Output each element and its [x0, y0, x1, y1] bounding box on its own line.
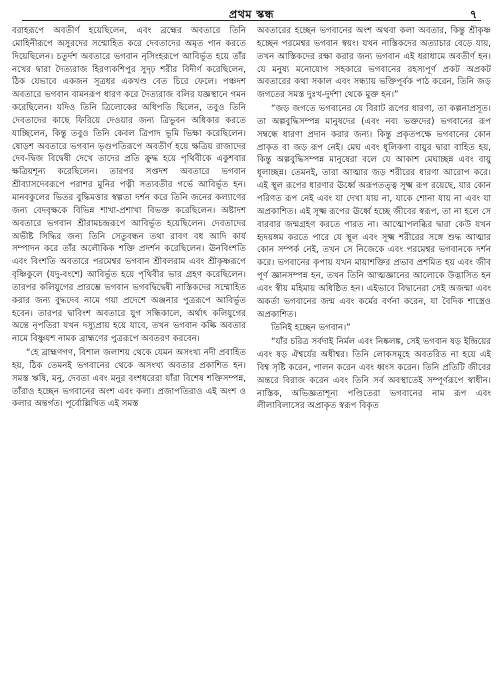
paragraph: “যাঁর চরিত্র সর্বদাই নির্মল এবং নিষ্কলঙ্ক, সেই ভগবান ষড় ইন্দ্রিয়ের এবং ষড় ঐশ্বর্যের অধীশ্বর। তিনি লোকসমূহে অবতরিত না হয়ে এই বিশ্ব সৃষ্টি করেন, পালন করেন এবং ধ্বংস করেন। তিনি প্রতিটি জীবের অন্তরে বিরাজ করেন এবং তিনি সর্ব অবস্থাতেই সম্পূর্ণরূপে স্বাধীন। নাস্তিক, অভিজ্ঞতাশূন্য পণ্ডিতেরা ভগবানের নাম রূপ এবং লীলাবিলাসের অপ্রাকৃত স্বরূপ বিকৃত: [257, 337, 491, 412]
paragraph: তিনিই হচ্ছেন ভগবান।”: [271, 323, 351, 334]
page-header: [12, 4, 491, 20]
right-column: [257, 25, 491, 665]
paragraph: অবতারের হচ্ছেন ভগবানের অংশ অথবা কলা অবতার, কিন্তু শ্রীকৃষ্ণ হচ্ছেন পরমেশ্বর ভগবান স্বয়ং। যখন নাস্তিকদের অত্যাচার বেড়ে যায়, তখন আস্তিকদের রক্ষা করার জন্য ভগবান এই ধরাধামে অবতীর্ণ হন। যে মনুষ্য মনোযোগ সহকারে ভগবানের রহস্যপূর্ণ প্রকট অপ্রকট অবতারের কথা সকাল এবং সন্ধ্যায় ভক্তিপূর্বক পাঠ করেন, তিনি জড় জগতের সমস্ত দুঃখ-দুর্দশা থেকে মুক্ত হন।”: [257, 26, 491, 101]
left-column: [12, 25, 246, 665]
running-head: প্রথম স্কন্ধ: [229, 8, 274, 21]
page-number: ৭: [469, 8, 477, 21]
text-columns: [12, 25, 491, 665]
paragraph: বরাহরূপে অবতীর্ণ হয়েছিলেন, এবং ব্রহ্মের অবতারে তিনি মোহিনীরূপে অসুরদের সম্মোহিত করে দেবতাদের অমৃত পান করতে দিয়েছিলেন। চতুর্দশ অবতারে ভগবান নৃসিংহরূপে আবির্ভূত হয়ে তাঁর নখের দ্বারা দৈত্যরাজ হিরণ্যকশিপুর সুদৃঢ় শরীর বিদীর্ণ করেছিলেন, ঠিক যেভাবে একজন সূত্রধর একখণ্ড বেত চিরে ফেলে। পঞ্চদশ অবতারে ভগবান বামনরূপ ধারণ করে দৈত্যরাজ বলির যজ্ঞস্থানে গমন করেছিলেন। যদিও তিনি ত্রিলোকের অধিপতি ছিলেন, তবুও তিনি দেবতাদের কাছে ফিরিয়ে দেওয়ার জন্য ত্রিভুবন অধিকার করতে যাচ্ছিলেন, কিন্তু তবুও তিনি কেবল ত্রিপাদ ভূমি ভিক্ষা করেছিলেন। ষোড়শ অবতারে ভগবান ভৃগুপতিরূপে অবতীর্ণ হয়ে ক্ষত্রিয় রাজাদের দেব-দ্বিজ বিদ্বেষী দেখে তাদের প্রতি ক্রুদ্ধ হয়ে পৃথিবীকে একুশবার ক্ষত্রিয়শূন্য করেছিলেন। তারপর সপ্তদশ অবতারে ভগবান শ্রীব্যাসদেবরূপে পরাশর মুনির পত্নী সত্যবতীর গর্ভে আবির্ভূত হন। মানবকুলের ভিতর বুদ্ধিমত্তার স্বল্পতা দর্শন করে তিনি জনের কল্যাণের জন্য বেদবৃক্ষকে বিভিন্ন শাখা-প্রশাখা বিভক্ত করেছিলেন। অষ্টাদশ অবতারে ভগবান শ্রীরামচন্দ্ররূপে আবির্ভূত হয়েছিলেন। দেবতাদের অভীষ্ট সিদ্ধির জন্য তিনি সেতুবন্ধন তথা রাবণ বধ আদি কার্য সম্পাদন করে তাঁর অলৌকিক শক্তি প্রদর্শন করেছিলেন। ঊনবিংশতি এবং বিংশতি অবতারে পরমেশ্বর ভগবান শ্রীবলরাম এবং শ্রীকৃষ্ণরূপে বৃষ্ণিকুলে (যদু-বংশে) আবির্ভূত হয়ে পৃথিবীর ভার গ্রহণ করেছিলেন। তারপর কলিযুগের প্রারম্ভে ভগবান ভগবদ্বিদ্বেষী নাস্তিকদের সম্মোহিত করার জন্য বুদ্ধদেব নামে গয়া প্রদেশে অঞ্জনার পুত্ররূপে আবির্ভূত হবেন। তারপর দ্বাবিংশ অবতারে যুগ সন্ধিকালে, অর্থাৎ কলিযুগের অন্তে নৃপতিরা যখন দস্যুপ্রায় হয়ে যাবে, তখন ভগবান কল্কি অবতার নামে বিষ্ণুযশ নামক ব্রাহ্মণের পুত্ররূপে অবতরণ করবেন।: [12, 26, 246, 345]
paragraph: “হে ব্রাহ্মণগণ, বিশাল জলাশয় থেকে যেমন অসংখ্য নদী প্রবাহিত হয়, ঠিক তেমনই ভগবানের থেকে অসংখ্য অবতার প্রকাশিত হন। সমস্ত ঋষি, মনু, দেবতা এবং মনুর বংশধরেরা যাঁরা বিশেষ শক্তিসম্পন্ন, তাঁরাও হচ্ছেন ভগবানের অংশ এবং কলা। প্রজাপতিরাও এই অংশ ও কলার অন্তর্গত। পূর্বোল্লিখিত এই সমস্ত: [12, 348, 246, 410]
paragraph: “জড় জগতে ভগবানের যে বিরাট রূপের ধারণা, তা কল্পনাপ্রসূত। তা অল্পবুদ্ধিসম্পন্ন মানুষদের (এবং নব্য ভক্তদের) ভগবানের রূপ সম্বন্ধে ধারণা প্রদান করার জন্য। কিন্তু প্রকৃতপক্ষে ভগবানের কোন প্রাকৃত বা জড় রূপ নেই। মেঘ এবং ধূলিকণা বায়ুর দ্বারা বাহিত হয়, কিন্তু অল্পবুদ্ধিসম্পন্ন মানুষেরা বলে যে আকাশ মেঘাচ্ছন্ন এবং বায়ু ধূলাচ্ছন্ন। তেমনই, তারা আত্মার জড় শরীরের ধারণা আরোপ করে। এই স্থূল রূপের ধারণার ঊর্ধ্বে অরূপতত্ত্ব সূক্ষ্ম রূপ রয়েছে, যার কোন পরিণত রূপ নেই এবং যা দেখা যায় না, যাকে শোনা যায় না এবং যা অপ্রকাশিত। এই সূক্ষ্ম রূপের ঊর্ধ্বে হচ্ছে জীবের স্বরূপ, তা না হলে সে বারবার জন্মগ্রহণ করতে পারত না। আত্মোপলব্ধির দ্বারা কেউ যখন হৃদয়ঙ্গম করতে পারে যে স্থূল এবং সূক্ষ্ম শরীরের সঙ্গে শুদ্ধ আত্মার কোন সম্পর্ক নেই, তখন সে নিজেকে এবং পরমেশ্বর ভগবানকে দর্শন করে। ভগবানের কৃপায় যখন মায়াশক্তির প্রভাব প্রশমিত হয় এবং জীব পূর্ণ জ্ঞানসম্পন্ন হন, তখন তিনি আত্মজ্ঞানের আলোকে উদ্ভাসিত হন এবং স্বীয় মহিমায় অধিষ্ঠিত হন। এইভাবে বিদ্বানেরা সেই অজন্মা এবং অকর্তা ভগবানের জন্ম এবং কর্মের বর্ণনা করেন, যা বৈদিক শাস্ত্রেও অপ্রকাশিত।: [257, 104, 491, 320]
